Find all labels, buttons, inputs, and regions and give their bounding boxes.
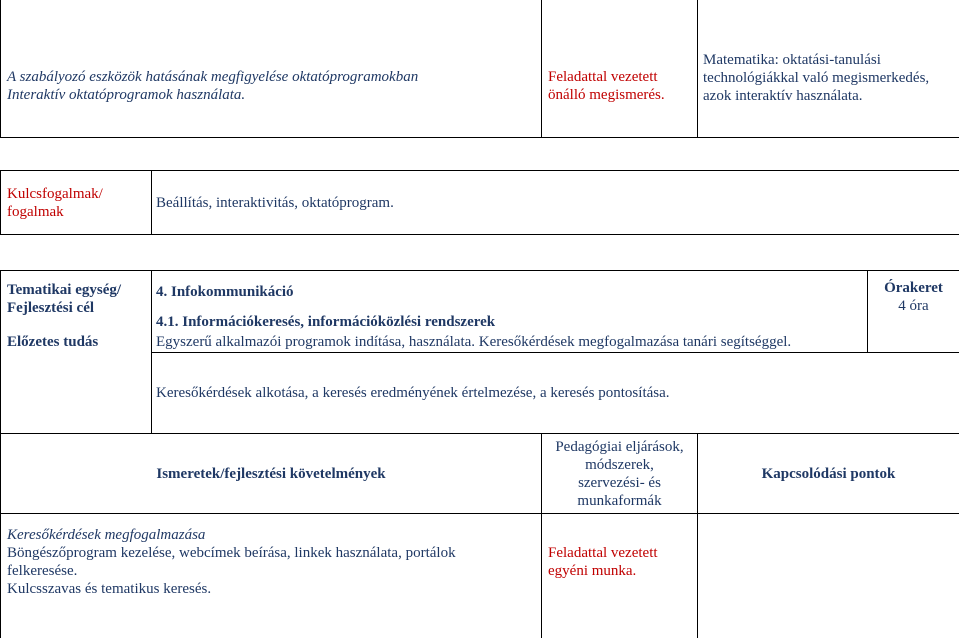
keywords-value-cell <box>152 171 959 235</box>
keywords-label-cell <box>1 171 152 235</box>
req-header-knowledge-cell <box>1 434 542 514</box>
req-header-links: Kapcsolódási pontok <box>762 466 896 482</box>
unit-title: 4. Infokommunikáció <box>156 283 861 301</box>
req-row-heading: Keresőkérdések megfogalmazása <box>7 526 535 544</box>
unit-hours-cell <box>868 271 959 353</box>
req-row-line-3: Kulcsszavas és tematikus keresés. <box>7 580 535 598</box>
unit-goals: Keresőkérdések alkotása, a keresés eredményének értelmezése, a keresés pontosítása. <box>156 385 670 401</box>
unit-prior-label: Előzetes tudás <box>7 333 145 351</box>
top-row-links-line-2: technológiákkal való megismerkedés, <box>703 69 953 87</box>
top-row-activity-cell <box>1 0 542 137</box>
unit-subtitle: 4.1. Információkeresés, információközlési rendszerek <box>156 313 861 331</box>
keywords-label-line-1: Kulcsfogalmak/ <box>7 185 145 203</box>
unit-hours-label: Órakeret <box>874 279 953 297</box>
requirements-table <box>0 433 959 638</box>
req-header-methods-line-4: munkaformák <box>548 492 691 510</box>
unit-topic-label-cell <box>1 271 152 434</box>
unit-title-cell <box>152 271 868 353</box>
unit-topic-label-line-1: Tematikai egység/ <box>7 281 145 299</box>
top-row-links-line-3: azok interaktív használata. <box>703 87 953 105</box>
unit-table <box>0 270 959 434</box>
keywords-table <box>0 170 959 235</box>
req-header-methods-cell <box>542 434 698 514</box>
top-row-links-line-1: Matematika: oktatási-tanulási <box>703 51 953 69</box>
unit-hours-value: 4 óra <box>874 297 953 315</box>
req-row-line-1: Böngészőprogram kezelése, webcímek beírása, linkek használata, portálok <box>7 544 535 562</box>
keywords-label-line-2: fogalmak <box>7 203 145 221</box>
top-row-activity-line-1: A szabályozó eszközök hatásának megfigyelése oktatóprogramokban <box>7 68 535 86</box>
unit-prior: Egyszerű alkalmazói programok indítása, használata. Keresőkérdések megfogalmazása tanári segítséggel. <box>156 333 861 351</box>
req-row-method-line-1: Feladattal vezetett <box>548 544 691 562</box>
req-row-knowledge-cell <box>1 514 542 638</box>
top-row-table <box>0 0 959 138</box>
req-row-line-2: felkeresése. <box>7 562 535 580</box>
top-row-method-line-2: önálló megismerés. <box>548 86 691 104</box>
req-header-methods-line-1: Pedagógiai eljárások, <box>548 438 691 456</box>
req-row-method-cell <box>542 514 698 638</box>
req-header-links-cell <box>698 434 959 514</box>
top-row-links-cell <box>698 0 959 137</box>
unit-topic-label-line-2: Fejlesztési cél <box>7 299 145 317</box>
req-header-knowledge: Ismeretek/fejlesztési követelmények <box>156 466 385 482</box>
top-row-method-cell <box>542 0 698 137</box>
req-row-links-cell <box>698 514 959 638</box>
unit-goals-cell <box>152 353 959 434</box>
top-row-method-line-1: Feladattal vezetett <box>548 68 691 86</box>
top-row-activity-line-2: Interaktív oktatóprogramok használata. <box>7 86 535 104</box>
keywords-value: Beállítás, interaktivitás, oktatóprogram. <box>156 195 394 211</box>
req-header-methods-line-2: módszerek, <box>548 456 691 474</box>
req-header-methods-line-3: szervezési- és <box>548 474 691 492</box>
req-row-method-line-2: egyéni munka. <box>548 562 691 580</box>
